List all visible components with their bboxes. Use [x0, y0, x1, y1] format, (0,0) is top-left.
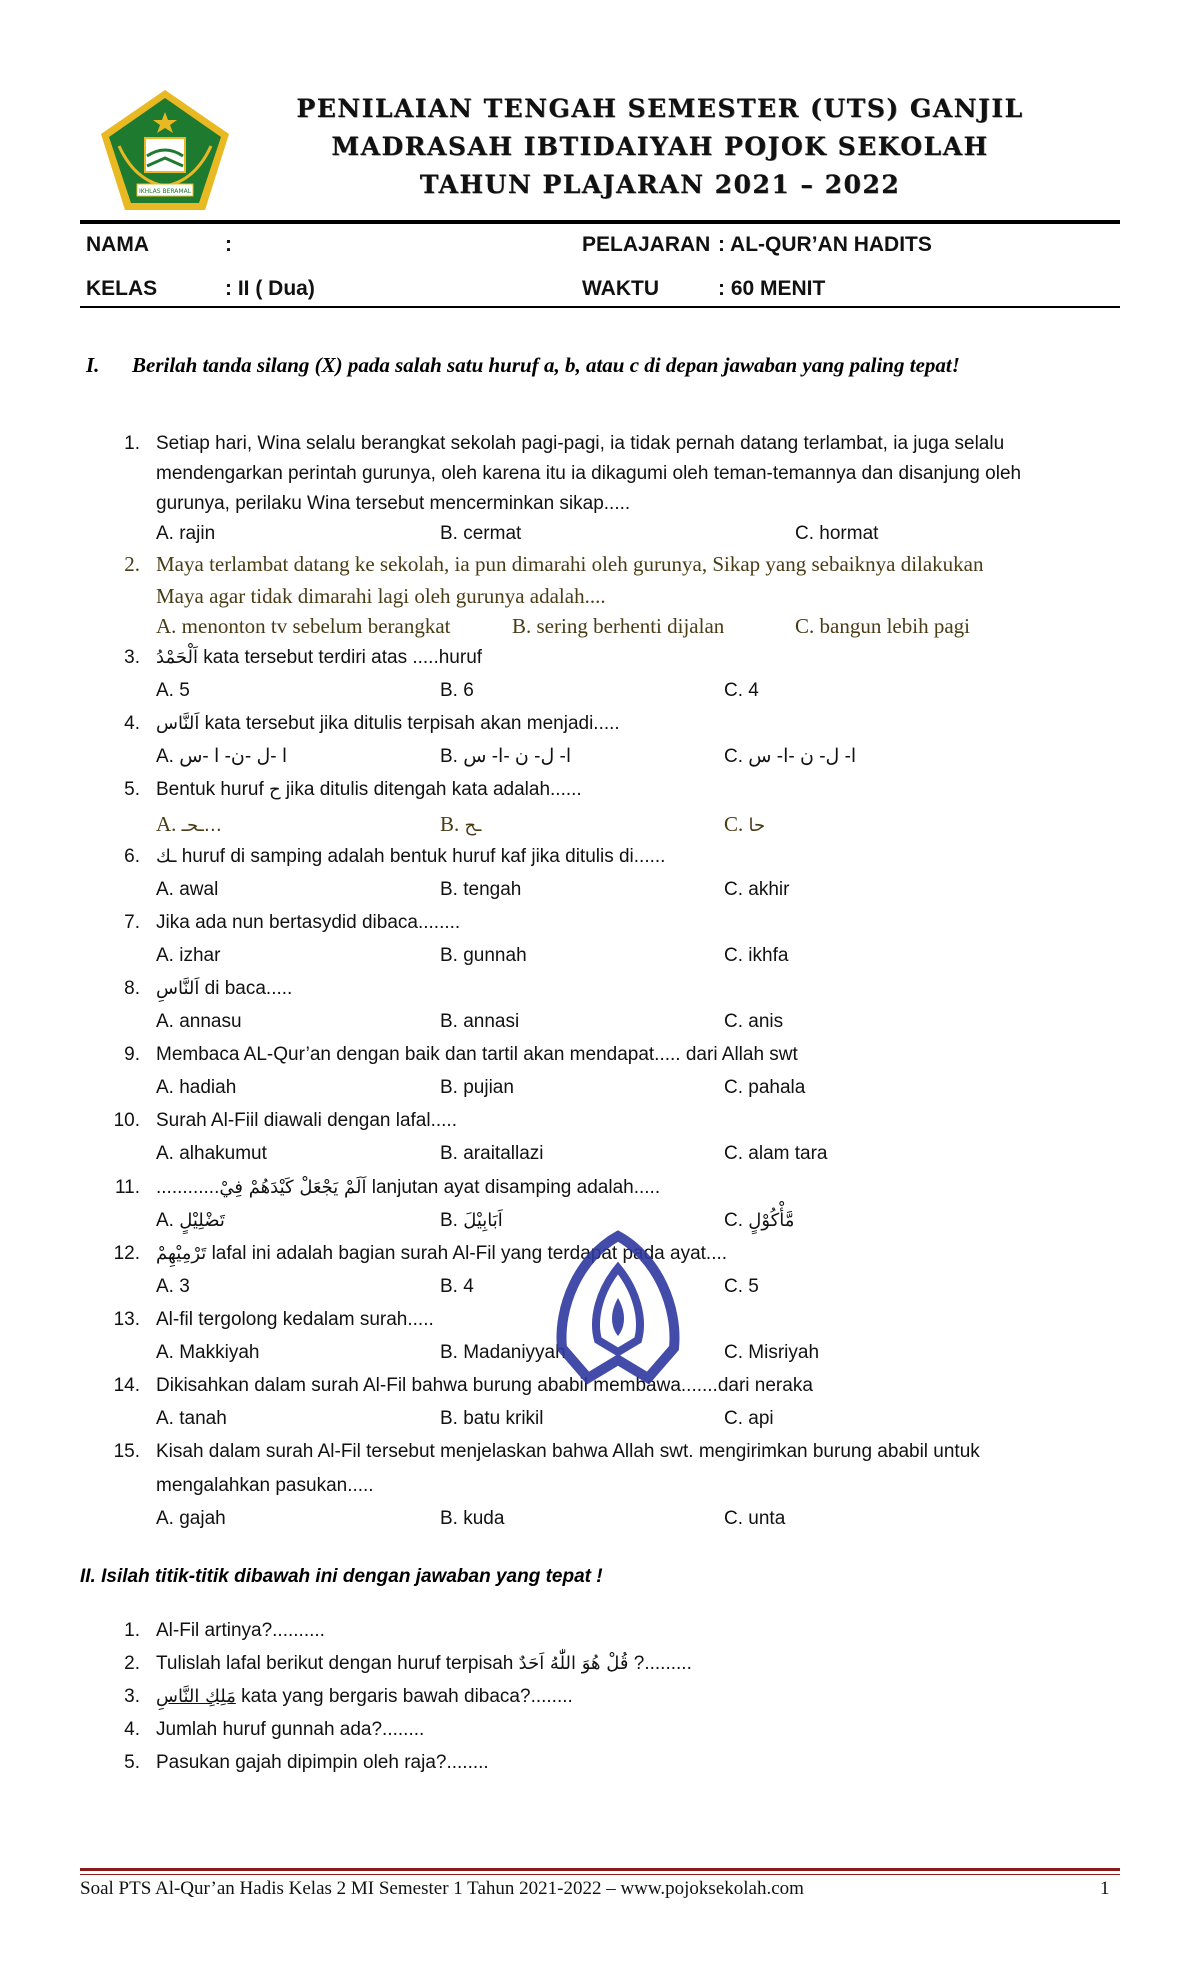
section1-instruction: Berilah tanda silang (X) pada salah satu huruf a, b, atau c di depan jawaban yang paling tepat! [132, 353, 960, 377]
logo-caption: IKHLAS BERAMAL [138, 188, 192, 195]
q4-option-c: C. ا- ل- ن -ا- س [724, 746, 857, 767]
q4-stem: kata tersebut jika ditulis terpisah akan menjadi..... [199, 713, 620, 734]
footer-divider-thin [80, 1874, 1120, 1875]
q4-arabic: اَلنَّاس [156, 713, 200, 734]
q2-option-b: B. sering berhenti dijalan [512, 614, 725, 638]
q7-option-a: A. izhar [156, 945, 221, 966]
q13-option-c: C. Misriyah [724, 1342, 820, 1363]
q3-stem: kata tersebut terdiri atas .....huruf [197, 647, 483, 668]
q7-stem: Jika ada nun bertasydid dibaca........ [156, 912, 461, 933]
header-divider [80, 220, 1120, 224]
s2-q3-stem: kata yang bergaris bawah dibaca?........ [235, 1686, 573, 1707]
s2-q4-text: Jumlah huruf gunnah ada?........ [156, 1719, 425, 1740]
q5-option-a-arabic: …ـحـ [181, 815, 222, 836]
q8-number: 8. [124, 978, 140, 999]
q8-option-a: A. annasu [156, 1011, 242, 1032]
pojok-sekolah-watermark-icon [548, 1228, 688, 1398]
q2-option-a: A. menonton tv sebelum berangkat [156, 614, 451, 638]
q13-option-a: A. Makkiyah [156, 1342, 260, 1363]
s2-q3-text [156, 1681, 573, 1713]
q8-text [156, 973, 292, 1005]
q6-stem: huruf di samping adalah bentuk huruf kaf jika ditulis di...... [176, 846, 666, 867]
q1-number: 1. [124, 433, 140, 454]
q11-dots: ............ [156, 1177, 220, 1198]
q12-arabic: تَرْمِيْهِمْ [156, 1243, 207, 1264]
s2-q1-text: Al-Fil artinya?.......... [156, 1620, 325, 1641]
q14-option-c: C. api [724, 1408, 774, 1429]
nama-label: NAMA [86, 233, 149, 256]
info-divider [80, 306, 1120, 308]
q3-arabic: اَلْحَمْدُ [156, 647, 198, 668]
q5-option-c-letter: C. [724, 812, 749, 836]
q14-option-b: B. batu krikil [440, 1408, 544, 1429]
q6-number: 6. [124, 846, 140, 867]
q12-option-c: C. 5 [724, 1276, 759, 1297]
q12-option-b: B. 4 [440, 1276, 474, 1297]
q15-option-b: B. kuda [440, 1508, 505, 1529]
s2-q1-number: 1. [124, 1620, 140, 1641]
q7-option-c: C. ikhfa [724, 945, 789, 966]
q11-option-b-arabic: اَبَابِيْلَ [463, 1210, 503, 1231]
q3-option-a: A. 5 [156, 680, 190, 701]
pelajaran-value: : AL-QUR’AN HADITS [718, 233, 932, 256]
q6-option-a: A. awal [156, 879, 219, 900]
q5-option-b-arabic: ـح [464, 815, 482, 836]
s2-q5-number: 5. [124, 1752, 140, 1773]
q5-stem: jika ditulis ditengah kata adalah...... [280, 779, 582, 800]
page-number: 1 [1100, 1878, 1110, 1899]
q5-stem-pre: Bentuk huruf [156, 779, 270, 800]
q10-option-c: C. alam tara [724, 1143, 828, 1164]
q13-stem: Al-fil tergolong kedalam surah..... [156, 1309, 434, 1330]
footer-divider [80, 1868, 1120, 1871]
q5-option-a-letter: A. [156, 812, 182, 836]
q1-line3: gurunya, perilaku Wina tersebut mencerminkan sikap..... [156, 493, 631, 514]
q7-number: 7. [124, 912, 140, 933]
q5-text [156, 774, 582, 806]
q9-option-c: C. pahala [724, 1077, 806, 1098]
q9-stem: Membaca AL-Qur’an dengan baik dan tartil akan mendapat..... dari Allah swt [156, 1044, 798, 1065]
q1-option-a: A. rajin [156, 523, 216, 544]
q11-stem: lanjutan ayat disamping adalah..... [366, 1177, 661, 1198]
q14-number: 14. [113, 1375, 140, 1396]
section1-roman: I. [86, 353, 100, 377]
q8-option-c: C. anis [724, 1011, 784, 1032]
q10-number: 10. [113, 1110, 140, 1131]
q1-line1: Setiap hari, Wina selalu berangkat sekolah pagi-pagi, ia tidak pernah datang terlambat, ia juga selalu [156, 433, 1005, 454]
q10-option-a: A. alhakumut [156, 1143, 267, 1164]
q1-option-b: B. cermat [440, 523, 522, 544]
q5-option-a [156, 808, 222, 842]
q5-option-b [440, 808, 481, 842]
q2-line2: Maya agar tidak dimarahi lagi oleh gurunya adalah.... [156, 584, 606, 608]
kemenag-logo-icon [95, 86, 235, 216]
q10-stem: Surah Al-Fiil diawali dengan lafal..... [156, 1110, 457, 1131]
q15-option-c: C. unta [724, 1508, 786, 1529]
q11-text [156, 1172, 660, 1204]
q4-text [156, 708, 620, 740]
q11-option-c [724, 1205, 794, 1237]
q15-line2: mengalahkan pasukan..... [156, 1475, 374, 1496]
q8-stem: di baca..... [199, 978, 293, 999]
q12-number: 12. [113, 1243, 140, 1264]
q2-number: 2. [124, 552, 140, 576]
q12-option-a: A. 3 [156, 1276, 190, 1297]
q11-arabic: اَلَمْ يَجْعَلْ كَيْدَهُمْ فِيْ [219, 1177, 367, 1198]
q15-line1: Kisah dalam surah Al-Fil tersebut menjelaskan bahwa Allah swt. mengirimkan burung ababil untuk [156, 1441, 980, 1462]
section2-instruction: II. Isilah titik-titik dibawah ini dengan jawaban yang tepat ! [80, 1566, 603, 1587]
q9-option-a: A. hadiah [156, 1077, 237, 1098]
q11-option-a [156, 1205, 225, 1237]
q5-arabic: ح [269, 779, 281, 800]
footer-text: Soal PTS Al-Qur’an Hadis Kelas 2 MI Semester 1 Tahun 2021-2022 – www.pojoksekolah.com [80, 1878, 804, 1899]
q6-option-c: C. akhir [724, 879, 790, 900]
q13-number: 13. [113, 1309, 140, 1330]
q1-option-c: C. hormat [795, 523, 879, 544]
q5-option-c-arabic: حا [748, 815, 766, 836]
q6-option-b: B. tengah [440, 879, 522, 900]
s2-q2-stem: ?......... [628, 1653, 692, 1674]
waktu-value: : 60 MENIT [718, 277, 826, 300]
waktu-label: WAKTU [582, 277, 659, 300]
q4-number: 4. [124, 713, 140, 734]
q5-number: 5. [124, 779, 140, 800]
q4-option-b: B. ا- ل- ن -ا- س [440, 746, 572, 767]
s2-q5-text: Pasukan gajah dipimpin oleh raja?........ [156, 1752, 489, 1773]
q6-arabic: ـك [156, 846, 177, 867]
q5-option-c [724, 808, 765, 842]
q11-option-b [440, 1205, 503, 1237]
s2-q2-arabic: قُلْ هُوَ اللّٰهُ اَحَدٌ [518, 1653, 629, 1674]
q13-option-b: B. Madaniyyah [440, 1342, 566, 1363]
header-title-line1: PENILAIAN TENGAH SEMESTER (UTS) GANJIL [296, 94, 1024, 123]
q5-option-b-letter: B. [440, 812, 465, 836]
q11-option-a-letter: A. [156, 1210, 180, 1231]
q7-option-b: B. gunnah [440, 945, 527, 966]
q3-option-b: B. 6 [440, 680, 474, 701]
q3-number: 3. [124, 647, 140, 668]
pelajaran-label: PELAJARAN [582, 233, 711, 256]
s2-q3-number: 3. [124, 1686, 140, 1707]
q1-line2: mendengarkan perintah gurunya, oleh karena itu ia dikagumi oleh teman-temannya dan disanjung oleh [156, 463, 1022, 484]
header-title-line3: TAHUN PLAJARAN 2021 – 2022 [419, 170, 901, 199]
s2-q3-arabic: مَلِكِ النَّاسِ [156, 1686, 236, 1707]
q3-option-c: C. 4 [724, 680, 759, 701]
q11-option-c-letter: C. [724, 1210, 749, 1231]
q11-option-a-arabic: تَضْلِيْلٍ [179, 1210, 225, 1231]
q12-stem: lafal ini adalah bagian surah Al-Fil yang terdapat pada ayat.... [206, 1243, 728, 1264]
header-title-line2: MADRASAH IBTIDAIYAH POJOK SEKOLAH [331, 132, 989, 161]
q4-option-a: A. ا -ل -ن- ا -س [156, 746, 288, 767]
q3-text [156, 642, 482, 674]
q8-arabic: اَلنَّاسِ [156, 978, 200, 999]
q9-option-b: B. pujian [440, 1077, 514, 1098]
q11-number: 11. [114, 1177, 140, 1198]
s2-q4-number: 4. [124, 1719, 140, 1740]
q14-stem: Dikisahkan dalam surah Al-Fil bahwa burung ababil membawa.......dari neraka [156, 1375, 813, 1396]
q2-option-c: C. bangun lebih pagi [795, 614, 970, 638]
q6-text [156, 841, 665, 873]
q8-option-b: B. annasi [440, 1011, 520, 1032]
q14-option-a: A. tanah [156, 1408, 227, 1429]
q10-option-b: B. araitallazi [440, 1143, 544, 1164]
q2-line1: Maya terlambat datang ke sekolah, ia pun dimarahi oleh gurunya, Sikap yang sebaiknya dilakukan [156, 552, 984, 576]
kelas-value: : II ( Dua) [225, 277, 315, 300]
q15-option-a: A. gajah [156, 1508, 226, 1529]
s2-q2-text [156, 1648, 692, 1680]
kelas-label: KELAS [86, 277, 158, 300]
q11-option-b-letter: B. [440, 1210, 464, 1231]
q9-number: 9. [124, 1044, 140, 1065]
s2-q2-stem-pre: Tulislah lafal berikut dengan huruf terpisah [156, 1653, 519, 1674]
s2-q2-number: 2. [124, 1653, 140, 1674]
q11-option-c-arabic: مَّأْكُوْلٍ [748, 1210, 795, 1231]
nama-separator: : [225, 233, 232, 256]
q15-number: 15. [113, 1441, 140, 1462]
